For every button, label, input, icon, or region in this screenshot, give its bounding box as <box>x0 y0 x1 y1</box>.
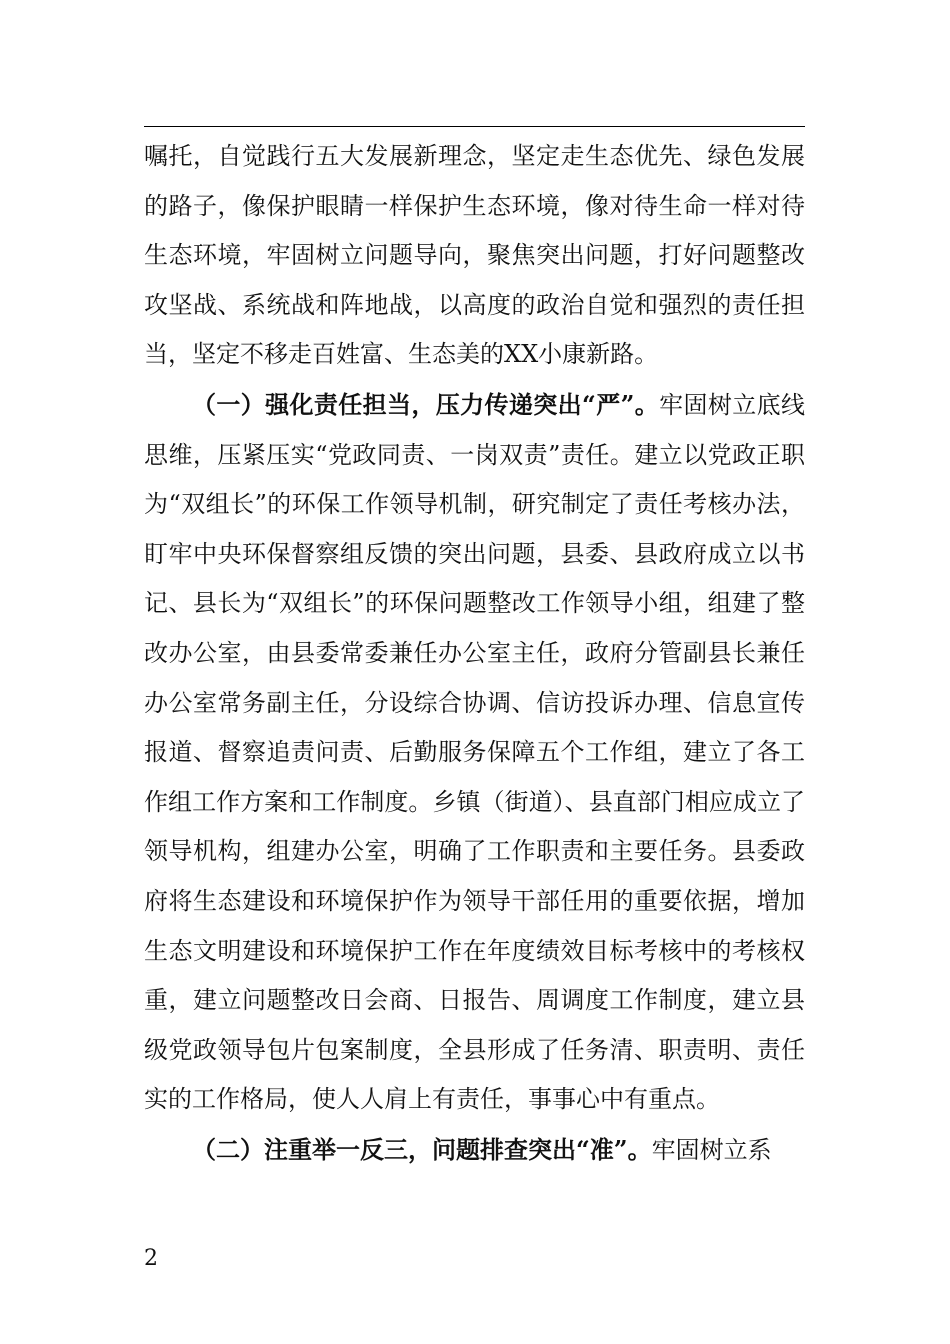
paragraph-text: 嘱托，自觉践行五大发展新理念，坚定走生态优先、绿色发展的路子，像保护眼睛一样保护生态环境，像对待生命一样对待生态环境，牢固树立问题导向，聚焦突出问题，打好问题整改攻坚战、系统战和阵地战，以高度的政治自觉和强烈的责任担当，坚定不移走百姓富、生态美的XX小康新路。 <box>144 142 805 369</box>
paragraph-continuation <box>144 132 805 380</box>
section-heading: （二）注重举一反三，问题排查突出“准”。 <box>192 1134 652 1164</box>
paragraph-text: 牢固树立系 <box>651 1135 772 1164</box>
paragraph-text: 牢固树立底线思维，压紧压实“党政同责、一岗双责”责任。建立以党政正职为“双组长”的环保工作领导机制，研究制定了责任考核办法，盯牢中央环保督察组反馈的突出问题，县委、县政府成立以书记、县长为“双组长”的环保问题整改工作领导小组，组建了整改办公室，由县委常委兼任办公室主任，政府分管副县长兼任办公室常务副主任，分设综合协调、信访投诉办理、信息宣传报道、督察追责问责、后勤服务保障五个工作组，建立了各工作组工作方案和工作制度。乡镇（街道）、县直部门相应成立了领导机构，组建办公室，明确了工作职责和主要任务。县委政府将生态建设和环境保护作为领导干部任用的重要依据，增加生态文明建设和环境保护工作在年度绩效目标考核中的考核权重，建立问题整改日会商、日报告、周调度工作制度，建立县级党政领导包片包案制度，全县形成了任务清、职责明、责任实的工作格局，使人人肩上有责任，事事心中有重点。 <box>144 390 806 1114</box>
section-heading: （一）强化责任担当，压力传递突出“严”。 <box>192 389 660 419</box>
page-number: 2 <box>144 1246 158 1271</box>
paragraph-section-2 <box>144 1125 805 1176</box>
header-rule <box>144 126 805 127</box>
paragraph-section-1 <box>144 380 805 1125</box>
document-body <box>144 132 805 1175</box>
